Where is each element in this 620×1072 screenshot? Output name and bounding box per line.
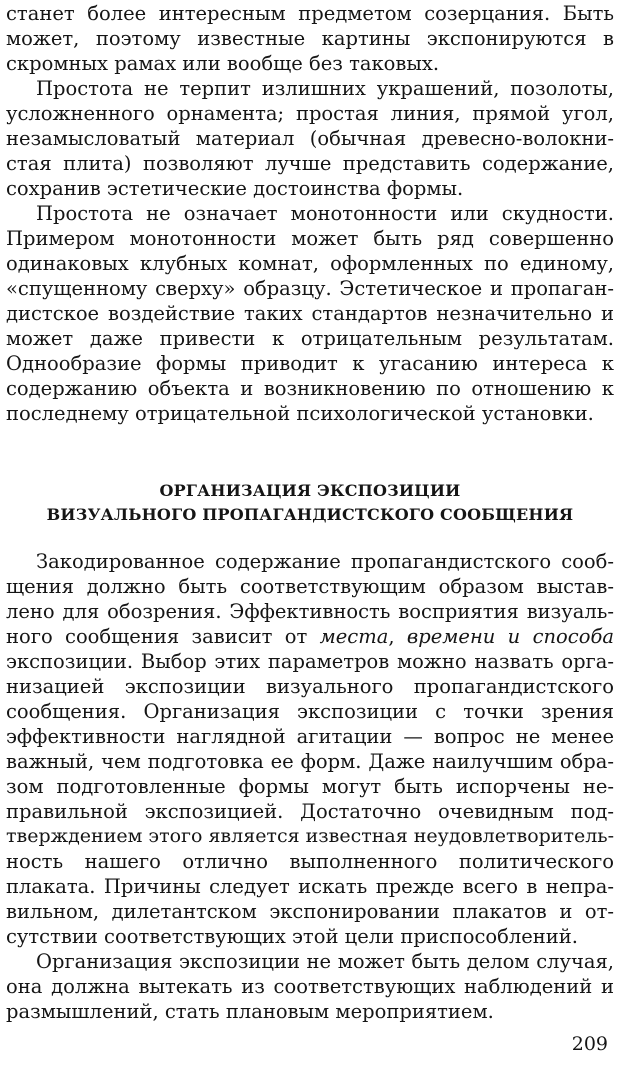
text-line: экспозиции. Выбор этих параметров можно назвать орга- xyxy=(6,650,614,673)
text-line: размышлений, стать плановым мероприятием. xyxy=(6,1000,494,1023)
text-line: может даже привести к отрицательным результатам. xyxy=(6,327,614,350)
emphasis-place: места xyxy=(319,625,389,648)
section-heading-line-1: ОРГАНИЗАЦИЯ ЭКСПОЗИЦИИ xyxy=(159,481,461,500)
text-line-with-emphasis xyxy=(6,623,614,650)
text-line: она должна вытекать из соответствующих наблюдений и xyxy=(6,975,614,998)
text-line: незамысловатый материал (обычная древесно-волокни- xyxy=(6,127,614,150)
text-line: усложненного орнамента; простая линия, прямой угол, xyxy=(6,102,614,125)
text-line: плаката. Причины следует искать прежде всего в непра- xyxy=(6,875,614,898)
text-line: стая плита) позволяют лучше представить содержание, xyxy=(6,152,614,175)
emphasis-time-method: времени и способа xyxy=(406,625,614,648)
text-line: ность нашего отлично выполненного политического xyxy=(6,850,614,873)
text-line: скромных рамах или вообще без таковых. xyxy=(6,52,440,75)
text-line: сохранив эстетические достоинства формы. xyxy=(6,177,464,200)
text-run: ного сообщения зависит от xyxy=(6,625,320,648)
text-line: важный, чем подготовка ее форм. Даже наилучшим обра- xyxy=(6,750,614,773)
text-line: зом подготовленные формы могут быть испорчены не- xyxy=(6,775,614,798)
text-line: последнему отрицательной психологической установки. xyxy=(6,402,594,425)
text-run: , xyxy=(388,625,407,648)
text-line: низацией экспозиции визуального пропагандистского xyxy=(6,675,614,698)
text-line: Закодированное содержание пропагандистского сооб- xyxy=(36,550,614,573)
text-line: тверждением этого является известная неудовлетворитель- xyxy=(6,825,615,847)
text-line: Примером монотонности может быть ряд совершенно xyxy=(6,227,614,250)
text-line: правильной экспозицией. Достаточно очевидным под- xyxy=(6,800,614,823)
text-line: вильном, дилетантском экспонировании плакатов и от- xyxy=(6,900,614,923)
text-line: сутствии соответствующих этой цели приспособлений. xyxy=(6,925,578,948)
text-line: содержанию объекта и возникновению по отношению к xyxy=(6,377,614,400)
text-line: Простота не терпит излишних украшений, позолоты, xyxy=(36,77,614,100)
text-line: Простота не означает монотонности или скудности. xyxy=(36,202,614,225)
text-line: может, поэтому известные картины экспонируются в xyxy=(6,27,614,50)
text-line: щения должно быть соответствующим образом выстав- xyxy=(6,575,614,598)
text-line: Однообразие формы приводит к угасанию интереса к xyxy=(6,352,614,375)
text-line: лено для обозрения. Эффективность восприятия визуаль- xyxy=(6,600,614,623)
text-line: дистское воздействие таких стандартов незначительно и xyxy=(6,302,614,325)
text-line: «спущенному сверху» образцу. Эстетическое и пропаган- xyxy=(6,277,614,300)
book-page xyxy=(6,0,614,1072)
text-line: станет более интересным предметом созерцания. Быть xyxy=(6,2,614,25)
text-line: эффективности наглядной агитации — вопрос не менее xyxy=(6,725,614,748)
text-line: сообщения. Организация экспозиции с точки зрения xyxy=(6,700,614,723)
text-line: Организация экспозиции не может быть делом случая, xyxy=(36,950,614,973)
text-line: одинаковых клубных комнат, оформленных по единому, xyxy=(6,252,614,275)
page-number: 209 xyxy=(571,1033,608,1055)
section-heading-line-2: ВИЗУАЛЬНОГО ПРОПАГАНДИСТСКОГО СООБЩЕНИЯ xyxy=(46,505,574,524)
